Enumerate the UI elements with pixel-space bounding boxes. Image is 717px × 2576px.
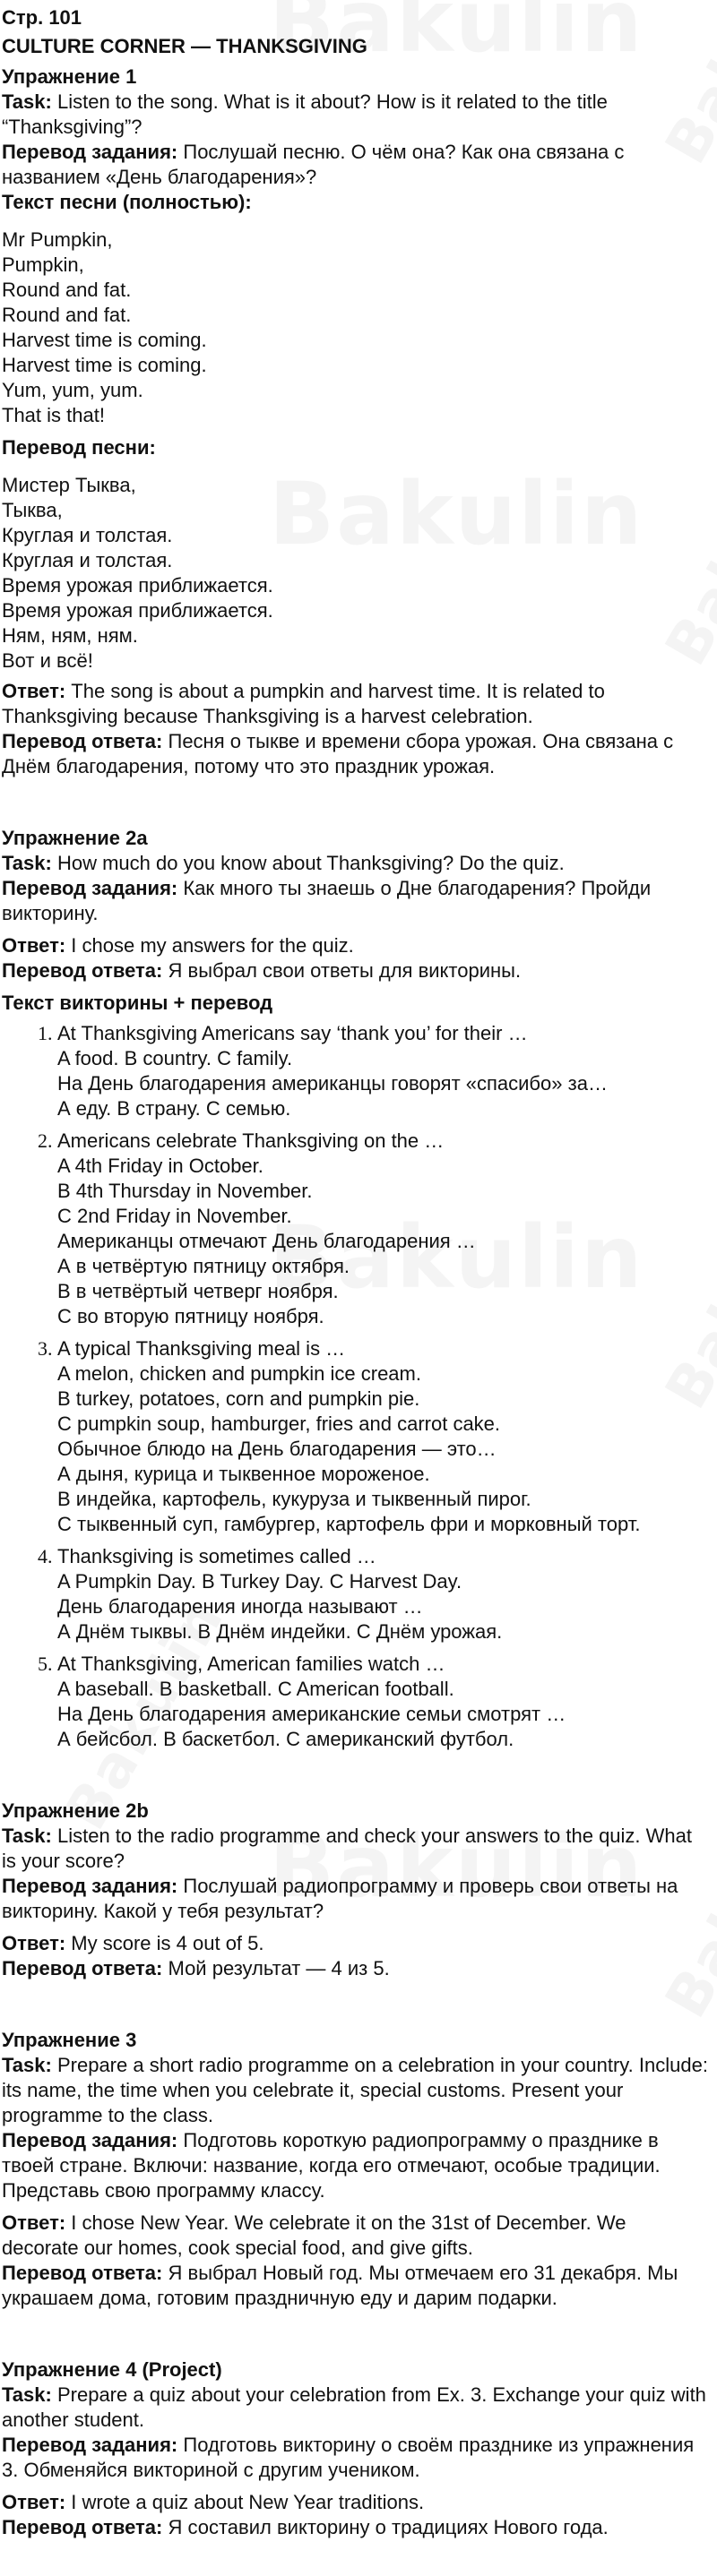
- lyrics-line: That is that!: [2, 404, 105, 426]
- quiz-line: 2. Americans celebrate Thanksgiving on the …: [57, 1129, 445, 1152]
- task-text: Prepare a short radio programme on a celebration in your country. Include: its name, the time when you celebrate it, special customs. Present your programme to the class.: [2, 2054, 708, 2126]
- content: [2, 5, 708, 2540]
- answer: [2, 2490, 708, 2515]
- task-translation-text: Подготовь викторину о своём празднике из упражнения 3. Обменяйся викториной с другим учеником.: [2, 2434, 695, 2481]
- quiz-line: А бейсбол. В баскетбол. С американский футбол.: [57, 1728, 514, 1750]
- lyrics-translation-line: Ням, ням, ням.: [2, 624, 138, 647]
- task-text: Prepare a quiz about your celebration from Ex. 3. Exchange your quiz with another student.: [2, 2383, 706, 2431]
- task-label: Task:: [2, 852, 52, 874]
- task-translation: [2, 876, 708, 926]
- task: [2, 851, 708, 876]
- answer-label: Ответ:: [2, 2211, 66, 2234]
- page-number: Стр. 101: [2, 6, 82, 29]
- answer: [2, 933, 708, 958]
- answer-translation-text: Я выбрал Новый год. Мы отмечаем его 31 декабря. Мы украшаем дома, готовим праздничную еду и дарим подарки.: [2, 2262, 678, 2309]
- lyrics-line: Pumpkin,: [2, 253, 84, 276]
- quiz-line: А дыня, курица и тыквенное мороженое.: [57, 1463, 430, 1485]
- quiz-line: В индейка, картофель, кукуруза и тыквенный пирог.: [57, 1488, 531, 1510]
- quiz-line: A baseball. B basketball. C American football.: [57, 1678, 454, 1700]
- lyrics-translation-line: Тыква,: [2, 499, 63, 521]
- answer-label: Ответ:: [2, 680, 66, 702]
- lyrics-line: Yum, yum, yum.: [2, 379, 143, 401]
- task-translation-text: Послушай радиопрограмму и проверь свои ответы на викторину. Какой у тебя результат?: [2, 1875, 678, 1922]
- task-text: Listen to the song. What is it about? How is it related to the title “Thanksgiving”?: [2, 90, 608, 138]
- answer-translation: [2, 2515, 708, 2540]
- lyrics-line: Mr Pumpkin,: [2, 228, 113, 251]
- quiz-line: A melon, chicken and pumpkin ice cream.: [57, 1362, 421, 1385]
- quiz-line: На День благодарения американцы говорят «спасибо» за…: [57, 1072, 608, 1095]
- quiz-line: День благодарения иногда называют …: [57, 1595, 423, 1618]
- lyrics-line: Harvest time is coming.: [2, 329, 207, 351]
- task-translation-label: Перевод задания:: [2, 141, 178, 163]
- answer-translation-label: Перевод ответа:: [2, 2262, 163, 2284]
- task-label: Task:: [2, 2054, 52, 2076]
- quiz-line: Обычное блюдо на День благодарения — это…: [57, 1438, 497, 1460]
- quiz-list: [2, 1021, 708, 1752]
- quiz-item: [57, 1021, 708, 1121]
- quiz-line: С во вторую пятницу ноября.: [57, 1305, 324, 1327]
- answer-label: Ответ:: [2, 934, 66, 957]
- answer-translation-label: Перевод ответа:: [2, 959, 163, 982]
- task: [2, 2383, 708, 2433]
- answer-translation: [2, 1956, 708, 1981]
- quiz-line: С тыквенный суп, гамбургер, картофель фри и морковный торт.: [57, 1513, 641, 1535]
- quiz-line: A Pumpkin Day. B Turkey Day. C Harvest Day.: [57, 1570, 462, 1593]
- quiz-line: 1. At Thanksgiving Americans say ‘thank you’ for their …: [57, 1022, 528, 1044]
- task-translation: [2, 140, 708, 190]
- exercise-title: Упражнение 2a: [2, 827, 148, 849]
- lyrics-line: Round and fat.: [2, 279, 132, 301]
- task: [2, 90, 708, 140]
- exercise-title: Упражнение 1: [2, 65, 137, 88]
- quiz-line: C pumpkin soup, hamburger, fries and carrot cake.: [57, 1413, 501, 1435]
- lyrics-line: Harvest time is coming.: [2, 354, 207, 376]
- exercise-2a: [2, 826, 708, 1752]
- answer-translation-text: Мой результат — 4 из 5.: [168, 1957, 390, 1979]
- answer-text: I wrote a quiz about New Year traditions.: [71, 2491, 425, 2513]
- lyrics-translation: [2, 473, 708, 674]
- quiz-item: [57, 1129, 708, 1329]
- task-translation: [2, 1874, 708, 1924]
- task-label: Task:: [2, 2383, 52, 2406]
- quiz-line: В в четвёртый четверг ноября.: [57, 1280, 339, 1302]
- task-translation-label: Перевод задания:: [2, 2434, 178, 2456]
- lyrics-translation-line: Круглая и толстая.: [2, 549, 173, 571]
- task-translation-text: Подготовь короткую радиопрограмму о празднике в твоей стране. Включи: название, когда его отмечают, особые традиции. Представь свою программу классу.: [2, 2129, 661, 2202]
- task: [2, 2053, 708, 2128]
- task-translation-text: Как много ты знаешь о Дне благодарения? Пройди викторину.: [2, 877, 652, 924]
- task-label: Task:: [2, 90, 52, 113]
- lyrics-translation-heading: Перевод песни:: [2, 436, 156, 459]
- lyrics-translation-line: Мистер Тыква,: [2, 474, 136, 496]
- quiz-line: А еду. В страну. С семью.: [57, 1097, 291, 1120]
- lyrics-translation-line: Вот и всё!: [2, 649, 93, 672]
- quiz-line: А Днём тыквы. В Днём индейки. С Днём урожая.: [57, 1620, 503, 1643]
- task-label: Task:: [2, 1825, 52, 1847]
- quiz-heading: Текст викторины + перевод: [2, 992, 273, 1014]
- quiz-line: C 2nd Friday in November.: [57, 1205, 292, 1227]
- answer: [2, 679, 708, 729]
- quiz-line: 5. At Thanksgiving, American families watch …: [57, 1653, 445, 1675]
- answer-translation: [2, 958, 708, 983]
- lyrics: [2, 228, 708, 428]
- quiz-line: 4. Thanksgiving is sometimes called …: [57, 1545, 376, 1567]
- lyrics-line: Round and fat.: [2, 304, 132, 326]
- task-translation: [2, 2433, 708, 2483]
- exercise-3: [2, 2028, 708, 2311]
- answer-label: Ответ:: [2, 2491, 66, 2513]
- task-text: Listen to the radio programme and check your answers to the quiz. What is your score?: [2, 1825, 692, 1872]
- task-translation-label: Перевод задания:: [2, 877, 178, 899]
- exercise-title: Упражнение 4 (Project): [2, 2358, 222, 2381]
- quiz-line: A 4th Friday in October.: [57, 1155, 263, 1177]
- quiz-item: [57, 1544, 708, 1644]
- task-translation-label: Перевод задания:: [2, 1875, 178, 1897]
- quiz-line: B turkey, potatoes, corn and pumpkin pie.: [57, 1387, 420, 1410]
- task-translation-text: Послушай песню. О чём она? Как она связана с названием «День благодарения»?: [2, 141, 625, 188]
- answer: [2, 1931, 708, 1956]
- answer-translation: [2, 729, 708, 779]
- answer-label: Ответ:: [2, 1932, 66, 1954]
- exercise-2b: [2, 1799, 708, 1981]
- lyrics-heading: Текст песни (полностью):: [2, 191, 252, 213]
- answer-translation-text: Я выбрал свои ответы для викторины.: [168, 959, 522, 982]
- exercise-1: [2, 64, 708, 779]
- lyrics-translation-line: Круглая и толстая.: [2, 524, 173, 546]
- answer-translation-label: Перевод ответа:: [2, 2516, 163, 2538]
- lyrics-translation-line: Время урожая приближается.: [2, 599, 273, 622]
- quiz-line: А в четвёртую пятницу октября.: [57, 1255, 350, 1277]
- exercise-title: Упражнение 2b: [2, 1799, 149, 1822]
- exercise-title: Упражнение 3: [2, 2029, 137, 2051]
- answer-translation-text: Песня о тыкве и времени сбора урожая. Она связана с Днём благодарения, потому что это праздник урожая.: [2, 730, 674, 777]
- answer-translation-text: Я составил викторину о традициях Нового года.: [168, 2516, 609, 2538]
- answer-text: The song is about a pumpkin and harvest time. It is related to Thanksgiving because Thanksgiving is a harvest celebration.: [2, 680, 605, 727]
- answer: [2, 2211, 708, 2261]
- task: [2, 1824, 708, 1874]
- answer-translation-label: Перевод ответа:: [2, 730, 163, 752]
- quiz-line: A food. B country. C family.: [57, 1047, 293, 1069]
- answer-translation: [2, 2261, 708, 2311]
- page-title: CULTURE CORNER — THANKSGIVING: [2, 35, 367, 57]
- quiz-line: Американцы отмечают День благодарения …: [57, 1230, 476, 1252]
- quiz-item: [57, 1652, 708, 1752]
- answer-text: I chose New Year. We celebrate it on the 31st of December. We decorate our homes, cook special food, and give gifts.: [2, 2211, 626, 2259]
- quiz-item: [57, 1336, 708, 1537]
- lyrics-translation-line: Время урожая приближается.: [2, 574, 273, 597]
- task-translation-label: Перевод задания:: [2, 2129, 178, 2151]
- quiz-line: На День благодарения американские семьи смотрят …: [57, 1703, 566, 1725]
- quiz-line: 3. A typical Thanksgiving meal is …: [57, 1337, 346, 1360]
- task-text: How much do you know about Thanksgiving? Do the quiz.: [56, 852, 565, 874]
- exercise-4: [2, 2357, 708, 2540]
- answer-text: I chose my answers for the quiz.: [71, 934, 354, 957]
- task-translation: [2, 2128, 708, 2203]
- quiz-line: B 4th Thursday in November.: [57, 1180, 313, 1202]
- answer-translation-label: Перевод ответа:: [2, 1957, 163, 1979]
- answer-text: My score is 4 out of 5.: [71, 1932, 264, 1954]
